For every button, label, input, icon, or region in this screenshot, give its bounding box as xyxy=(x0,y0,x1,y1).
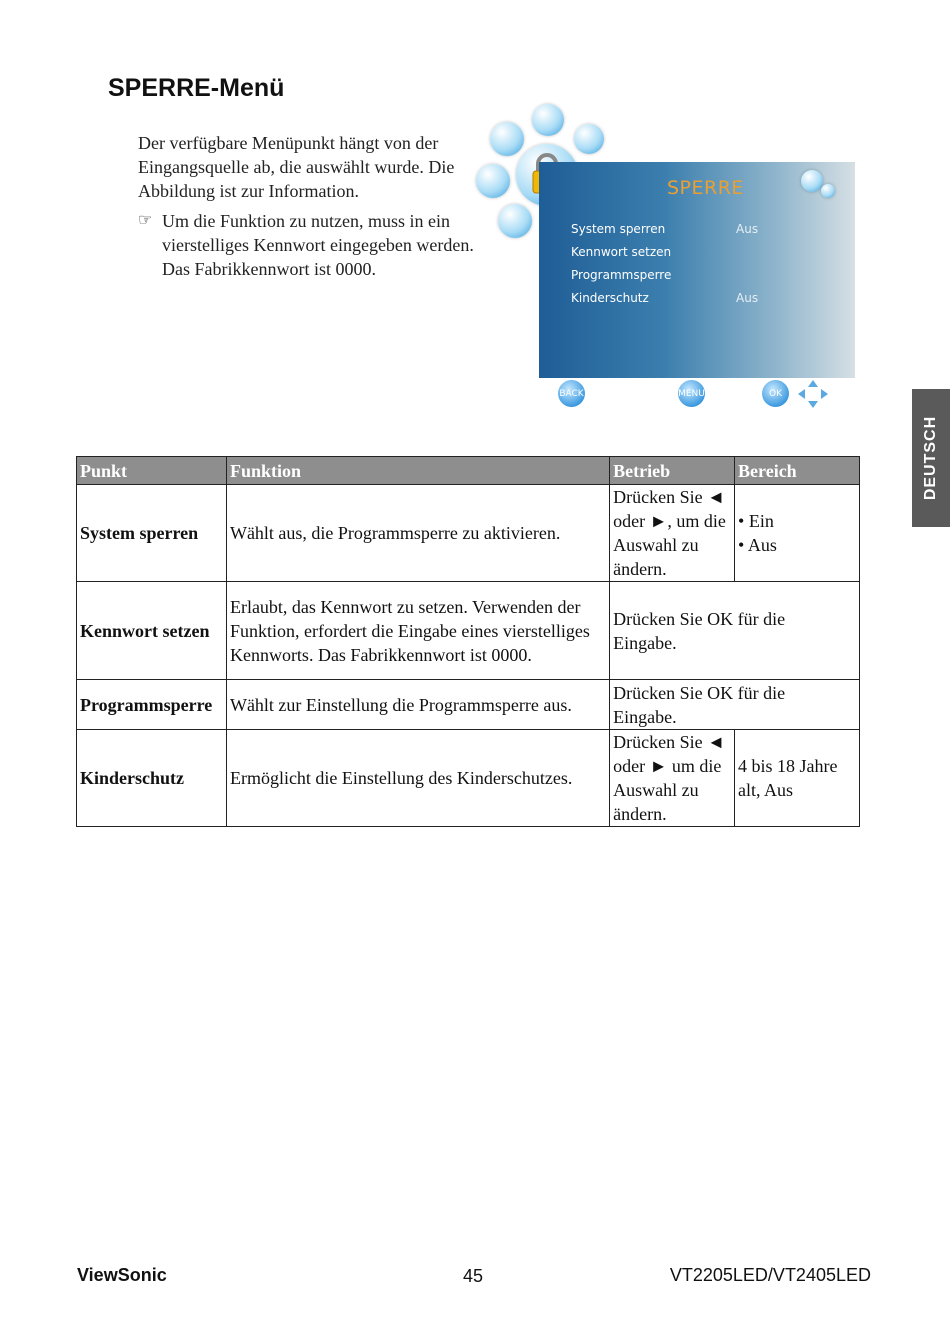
footer-page-number: 45 xyxy=(463,1266,484,1286)
operation-cell xyxy=(610,582,860,680)
picture-icon xyxy=(476,164,510,198)
function-cell: Ermöglicht die Einstellung des Kinderschutzes. xyxy=(226,730,609,827)
intro-text xyxy=(138,131,483,281)
operation-text: Drücken Sie OK für die Eingabe. xyxy=(613,608,786,653)
bubbles-decoration-icon xyxy=(821,184,835,198)
osd-title: SPERRE xyxy=(667,177,744,199)
osd-row-label: Programmsperre xyxy=(571,268,672,282)
clock-icon xyxy=(532,104,564,136)
osd-row-value: Aus xyxy=(736,291,759,305)
header-betrieb: Betrieb xyxy=(610,457,735,485)
table-row xyxy=(77,485,860,582)
table-row xyxy=(77,730,860,827)
header-bereich: Bereich xyxy=(735,457,860,485)
item-cell: Kennwort setzen xyxy=(77,582,227,680)
function-cell: Erlaubt, das Kennwort zu setzen. Verwenden der Funktion, erfordert die Eingabe eines vierstelliges Kennworts. Das Fabrikkennwort ist 0000. xyxy=(226,582,609,680)
operation-cell: Drücken Sie ◄ oder ► um die Auswahl zu ändern. xyxy=(610,730,735,827)
range-option: • Aus xyxy=(738,535,777,555)
operation-cell xyxy=(610,680,860,730)
language-tab-label: DEUTSCH xyxy=(922,415,939,501)
osd-back-button: BACK xyxy=(558,380,585,407)
operation-cell: Drücken Sie ◄ oder ►, um die Auswahl zu ändern. xyxy=(610,485,735,582)
osd-row-label: Kinderschutz xyxy=(571,291,649,305)
function-cell: Wählt aus, die Programmsperre zu aktivieren. xyxy=(226,485,609,582)
table-row xyxy=(77,582,860,680)
intro-paragraph: Der verfügbare Menüpunkt hängt von der Eingangsquelle ab, die auswählt wurde. Die Abbildung ist zur Information. xyxy=(138,133,455,201)
direction-arrows-icon xyxy=(796,378,830,410)
range-cell: 4 bis 18 Jahre alt, Aus xyxy=(735,730,860,827)
osd-row-value: Aus xyxy=(736,222,759,236)
item-cell: System sperren xyxy=(77,485,227,582)
pointing-hand-icon: ☞ xyxy=(138,212,153,229)
item-cell: Programmsperre xyxy=(77,680,227,730)
page-title: SPERRE-Menü xyxy=(108,74,285,102)
osd-menu-panel xyxy=(539,162,855,378)
osd-row-label: Kennwort setzen xyxy=(571,245,672,259)
note-text: Um die Funktion zu nutzen, muss in ein vierstelliges Kennwort eingegeben werden. Das Fabrikkennwort ist 0000. xyxy=(162,211,474,279)
item-cell: Kinderschutz xyxy=(77,730,227,827)
osd-screenshot xyxy=(470,100,865,415)
osd-row-label: System sperren xyxy=(571,222,666,236)
table-row xyxy=(77,680,860,730)
osd-menu-button: MENU xyxy=(678,380,705,407)
footer-brand: ViewSonic xyxy=(77,1265,167,1285)
footer-model: VT2205LED/VT2405LED xyxy=(669,1265,871,1285)
note xyxy=(138,209,483,281)
operation-text: Drücken Sie OK für die Eingabe. xyxy=(613,682,786,727)
range-cell xyxy=(735,485,860,582)
function-cell: Wählt zur Einstellung die Programmsperre aus. xyxy=(226,680,609,730)
tv-icon xyxy=(498,204,532,238)
table-header-row xyxy=(77,457,860,485)
gear-icon xyxy=(574,124,604,154)
lock-menu-table xyxy=(76,456,860,827)
osd-ok-button: OK xyxy=(762,380,789,407)
header-punkt: Punkt xyxy=(77,457,227,485)
language-tab xyxy=(912,389,950,527)
range-option: • Ein xyxy=(738,511,774,531)
header-funktion: Funktion xyxy=(226,457,609,485)
bubbles-decoration-icon xyxy=(801,170,823,192)
